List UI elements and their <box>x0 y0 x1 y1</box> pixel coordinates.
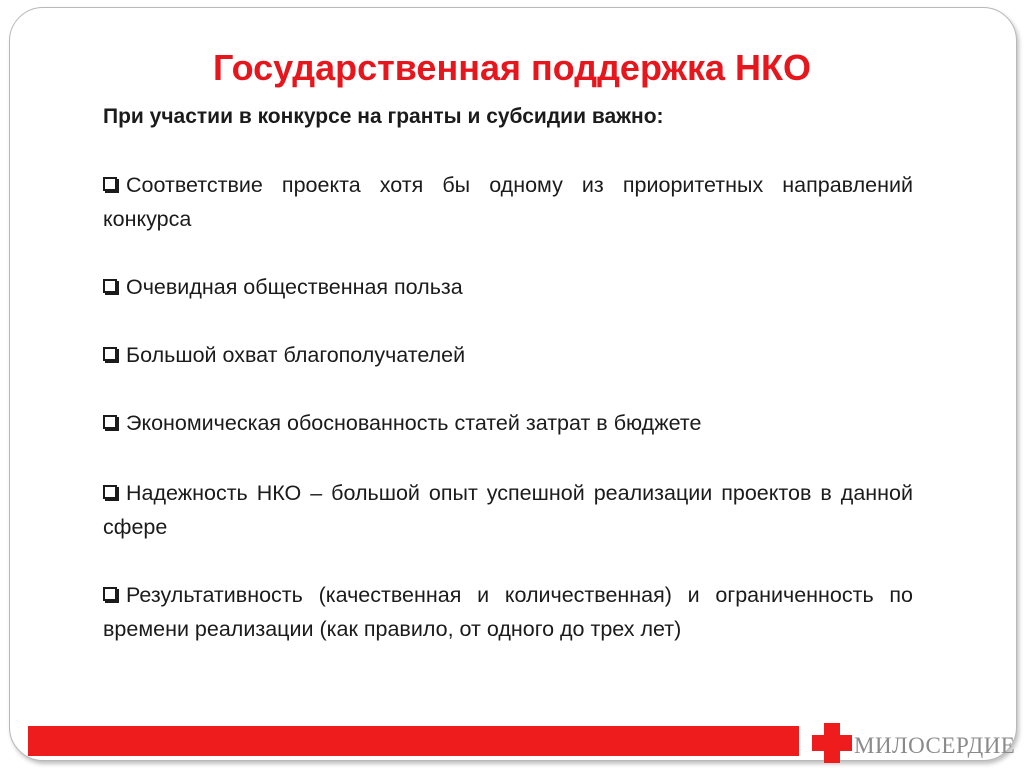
checkbox-bullet-icon <box>103 177 117 191</box>
list-item <box>103 476 913 544</box>
list-item-text: Надежность НКО – большой опыт успешной реализации проектов в данной сфере <box>103 481 913 539</box>
list-item-text: Результативность (качественная и количественная) и ограниченность по времени реализации (как правило, от одного до трех лет) <box>103 583 913 641</box>
checkbox-bullet-icon <box>103 587 117 601</box>
checkbox-bullet-icon <box>103 279 117 293</box>
heart-icon: ♥ <box>837 734 851 752</box>
checkbox-bullet-icon <box>103 415 117 429</box>
logo-text: МИЛОСЕРДИЕ <box>854 733 1016 758</box>
footer-red-bar <box>28 726 799 756</box>
miloserdie-logo <box>808 723 1024 767</box>
list-item-text: Экономическая обоснованность статей затрат в бюджете <box>126 411 702 435</box>
checkbox-bullet-icon <box>103 347 117 361</box>
checkbox-bullet-icon <box>103 485 117 499</box>
list-item <box>103 578 913 646</box>
list-item <box>103 338 913 372</box>
list-item-text: Очевидная общественная польза <box>126 275 463 299</box>
slide-title: Государственная поддержка НКО <box>212 47 812 88</box>
list-item <box>103 406 913 440</box>
list-item <box>103 168 913 236</box>
slide-subtitle: При участии в конкурсе на гранты и субсидии важно: <box>103 105 664 128</box>
list-item-text: Соответствие проекта хотя бы одному из приоритетных направлений конкурса <box>103 173 913 231</box>
list-item <box>103 270 913 304</box>
list-item-text: Большой охват благополучателей <box>126 343 466 367</box>
